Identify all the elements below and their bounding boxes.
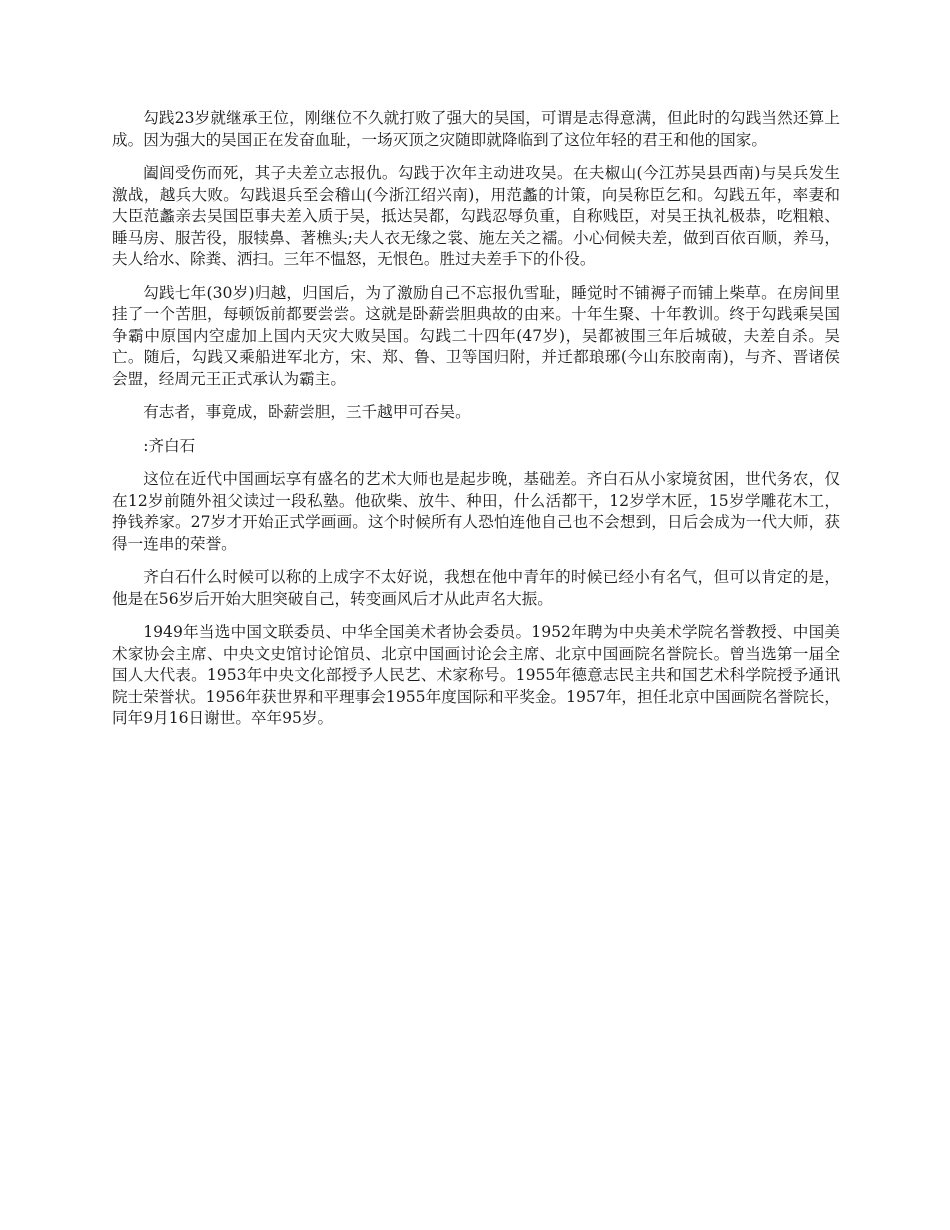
- document-body: [112, 108, 840, 742]
- paragraph-goujian-motto: 有志者，事竟成，卧薪尝胆，三千越甲可吞吴。: [143, 403, 471, 421]
- paragraph-goujian-hostage: 阖闾受伤而死，其子夫差立志报仇。勾践于次年主动进攻吴。在夫椒山(今江苏吴县西南)与吴兵发生激战，越兵大败。勾践退兵至会稽山(今浙江绍兴南)，用范蠡的计策，向吴称臣乞和。勾践五年，率妻和大臣范蠡亲去吴国臣事夫差入质于吴，抵达吴都，勾践忍辱负重，自称贱臣，对吴王执礼极恭，吃粗粮、睡马房、服苦役，服犊鼻、著樵头;夫人衣无缘之裳、施左关之襦。小心伺候夫差，做到百依百顺，养马，夫人给水、除粪、洒扫。三年不愠怒，无恨色。胜过夫差手下的仆役。: [112, 164, 840, 268]
- paragraph-goujian-intro: 勾践23岁就继承王位，刚继位不久就打败了强大的吴国，可谓是志得意满，但此时的勾践当然还算上成。因为强大的吴国正在发奋血耻，一场灭顶之灾随即就降临到了这位年轻的君王和他的国家。: [112, 109, 840, 149]
- paragraph-goujian-revenge: 勾践七年(30岁)归越，归国后，为了激励自己不忘报仇雪耻，睡觉时不铺褥子而铺上柴草。在房间里挂了一个苦胆，每顿饭前都要尝尝。这就是卧薪尝胆典故的由来。十年生聚、十年教训。终于勾践乘吴国争霸中原国内空虚加上国内天灾大败吴国。勾践二十四年(47岁)，吴都被围三年后城破，夫差自杀。吴亡。随后，勾践又乘船进军北方，宋、郑、鲁、卫等国归附，并迁都琅琊(今山东胶南南)，与齐、晋诸侯会盟，经周元王正式承认为霸主。: [112, 283, 840, 388]
- paragraph-qibaishi-honors: 1949年当选中国文联委员、中华全国美术者协会委员。1952年聘为中央美术学院名誉教授、中国美术家协会主席、中央文史馆讨论馆员、北京中国画讨论会主席、北京中国画院名誉院长。曾当选第一届全国人大代表。1953年中央文化部授予人民艺、术家称号。1955年德意志民主共和国艺术科学院授予通讯院士荣誉状。1956年获世界和平理事会1955年度国际和平奖金。1957年，担任北京中国画院名誉院长，同年9月16日谢世。卒年95岁。: [112, 623, 840, 727]
- paragraph-qibaishi-breakthrough: 齐白石什么时候可以称的上成字不太好说，我想在他中青年的时候已经小有名气，但可以肯定的是，他是在56岁后开始大胆突破自己，转变画风后才从此声名大振。: [112, 568, 840, 608]
- section-heading-qi-baishi: :齐白石: [143, 436, 196, 455]
- paragraph-qibaishi-early-life: 这位在近代中国画坛享有盛名的艺术大师也是起步晚，基础差。齐白石从小家境贫困，世代务农，仅在12岁前随外祖父读过一段私塾。他砍柴、放牛、种田，什么活都干，12岁学木匠，15岁学雕花木工，挣钱养家。27岁才开始正式学画画。这个时候所有人恐怕连他自己也不会想到，日后会成为一代大师，获得一连串的荣誉。: [112, 470, 840, 553]
